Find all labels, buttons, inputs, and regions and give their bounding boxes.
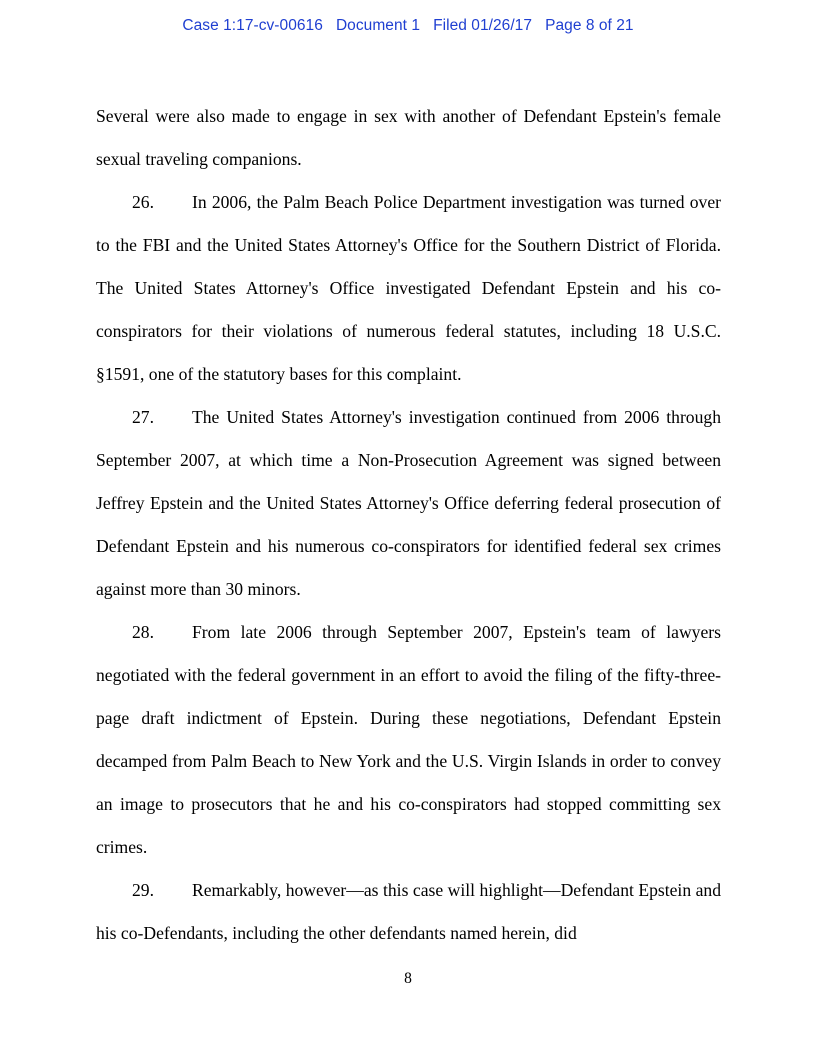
continuation-paragraph: Several were also made to engage in sex with another of Defendant Epstein's female sexual traveling companions. [96, 106, 721, 169]
paragraph-29 [96, 869, 721, 955]
paragraph-text: Remarkably, however—as this case will highlight—Defendant Epstein and his co-Defendants, including the other defendants named herein, did [96, 880, 721, 943]
paragraph-text: The United States Attorney's investigation continued from 2006 through September 2007, at which time a Non-Prosecution Agreement was signed between Jeffrey Epstein and the United States Attorney's Office deferring federal prosecution of Defendant Epstein and his numerous co-conspirators for identified federal sex crimes against more than 30 minors. [96, 407, 721, 599]
paragraph-text: From late 2006 through September 2007, Epstein's team of lawyers negotiated with the federal government in an effort to avoid the filing of the fifty-three-page draft indictment of Epstein. During these negotiations, Defendant Epstein decamped from Palm Beach to New York and the U.S. Virgin Islands in order to convey an image to prosecutors that he and his co-conspirators had stopped committing sex crimes. [96, 622, 721, 857]
document-body [96, 95, 721, 955]
paragraph-number: 26. [132, 192, 154, 212]
paragraph-26 [96, 181, 721, 396]
paragraph-text: In 2006, the Palm Beach Police Department investigation was turned over to the FBI and the United States Attorney's Office for the Southern District of Florida. The United States Attorney's Office investigated Defendant Epstein and his co-conspirators for their violations of numerous federal statutes, including 18 U.S.C. §1591, one of the statutory bases for this complaint. [96, 192, 721, 384]
paragraph-number: 28. [132, 622, 154, 642]
paragraph-number: 27. [132, 407, 154, 427]
paragraph-27 [96, 396, 721, 611]
paragraph-number: 29. [132, 880, 154, 900]
case-header: Case 1:17-cv-00616 Document 1 Filed 01/26/17 Page 8 of 21 [182, 17, 634, 34]
paragraph-28 [96, 611, 721, 869]
page-number: 8 [404, 970, 412, 987]
